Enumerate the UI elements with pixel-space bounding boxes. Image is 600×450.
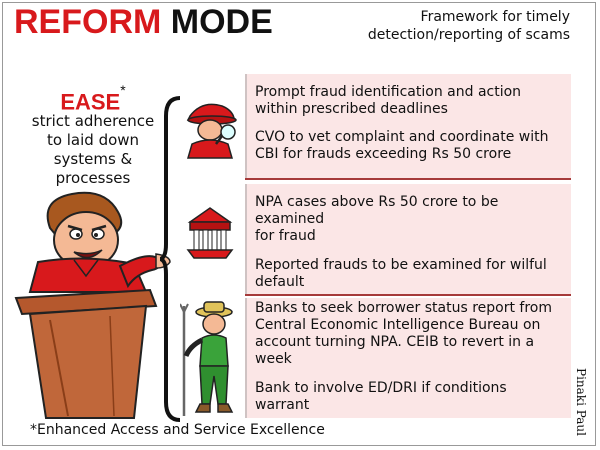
section-1-item-2-line-2: CBI for frauds exceeding Rs 50 crore <box>255 146 512 162</box>
section-2-item-1-line-2: for fraud <box>255 228 316 244</box>
section-2-item-2-line-1: Reported frauds to be examined for wilful <box>255 257 547 273</box>
ease-desc-line: to laid down <box>46 131 140 149</box>
ease-marker: * <box>120 82 126 98</box>
section-2-item-1-line-1: NPA cases above Rs 50 crore to be examined <box>255 194 499 227</box>
footnote: *Enhanced Access and Service Excellence <box>30 422 325 438</box>
detective-icon <box>182 98 240 160</box>
ease-desc-line: strict adherence <box>31 112 155 130</box>
ease-heading-text: EASE <box>60 89 121 115</box>
subtitle-line-2: detection/reporting of scams <box>367 27 570 43</box>
section-2-item-2-line-2: default <box>255 274 305 290</box>
section-3-item-1-line-1: Banks to seek borrower status report from <box>255 300 552 316</box>
title-mode: MODE <box>170 3 273 41</box>
artist-credit-text: Pinaki Paul <box>574 368 588 436</box>
title-reform: REFORM <box>14 3 162 41</box>
section-3-item-2-line-1: Bank to involve ED/DRI if conditions <box>255 380 507 396</box>
page-title <box>14 2 273 42</box>
ease-desc-line: processes <box>55 169 131 187</box>
farmer-icon <box>180 300 242 418</box>
section-3-item-1-line-2: Central Economic Intelligence Bureau on <box>255 317 541 333</box>
section-3-item-2-line-2: warrant <box>255 397 310 413</box>
section-1-item-2-line-1: CVO to vet complaint and coordinate with <box>255 129 549 145</box>
subtitle-line-1: Framework for timely <box>420 9 570 25</box>
section-3-panel <box>245 298 571 418</box>
section-3-item-1-line-3: account turning NPA. CEIB to revert in a week <box>255 334 535 367</box>
section-1-item-1-line-1: Prompt fraud identification and action <box>255 84 522 100</box>
ease-desc-line: systems & <box>53 150 133 168</box>
ease-description <box>18 112 168 188</box>
section-1-item-1-line-2: within prescribed deadlines <box>255 101 448 117</box>
subtitle <box>330 8 570 44</box>
section-divider-2 <box>245 294 571 296</box>
artist-credit <box>570 368 592 448</box>
section-1-panel <box>245 74 571 178</box>
section-2-panel <box>245 184 571 294</box>
bank-building-icon <box>186 206 234 260</box>
section-divider-1 <box>245 178 571 180</box>
